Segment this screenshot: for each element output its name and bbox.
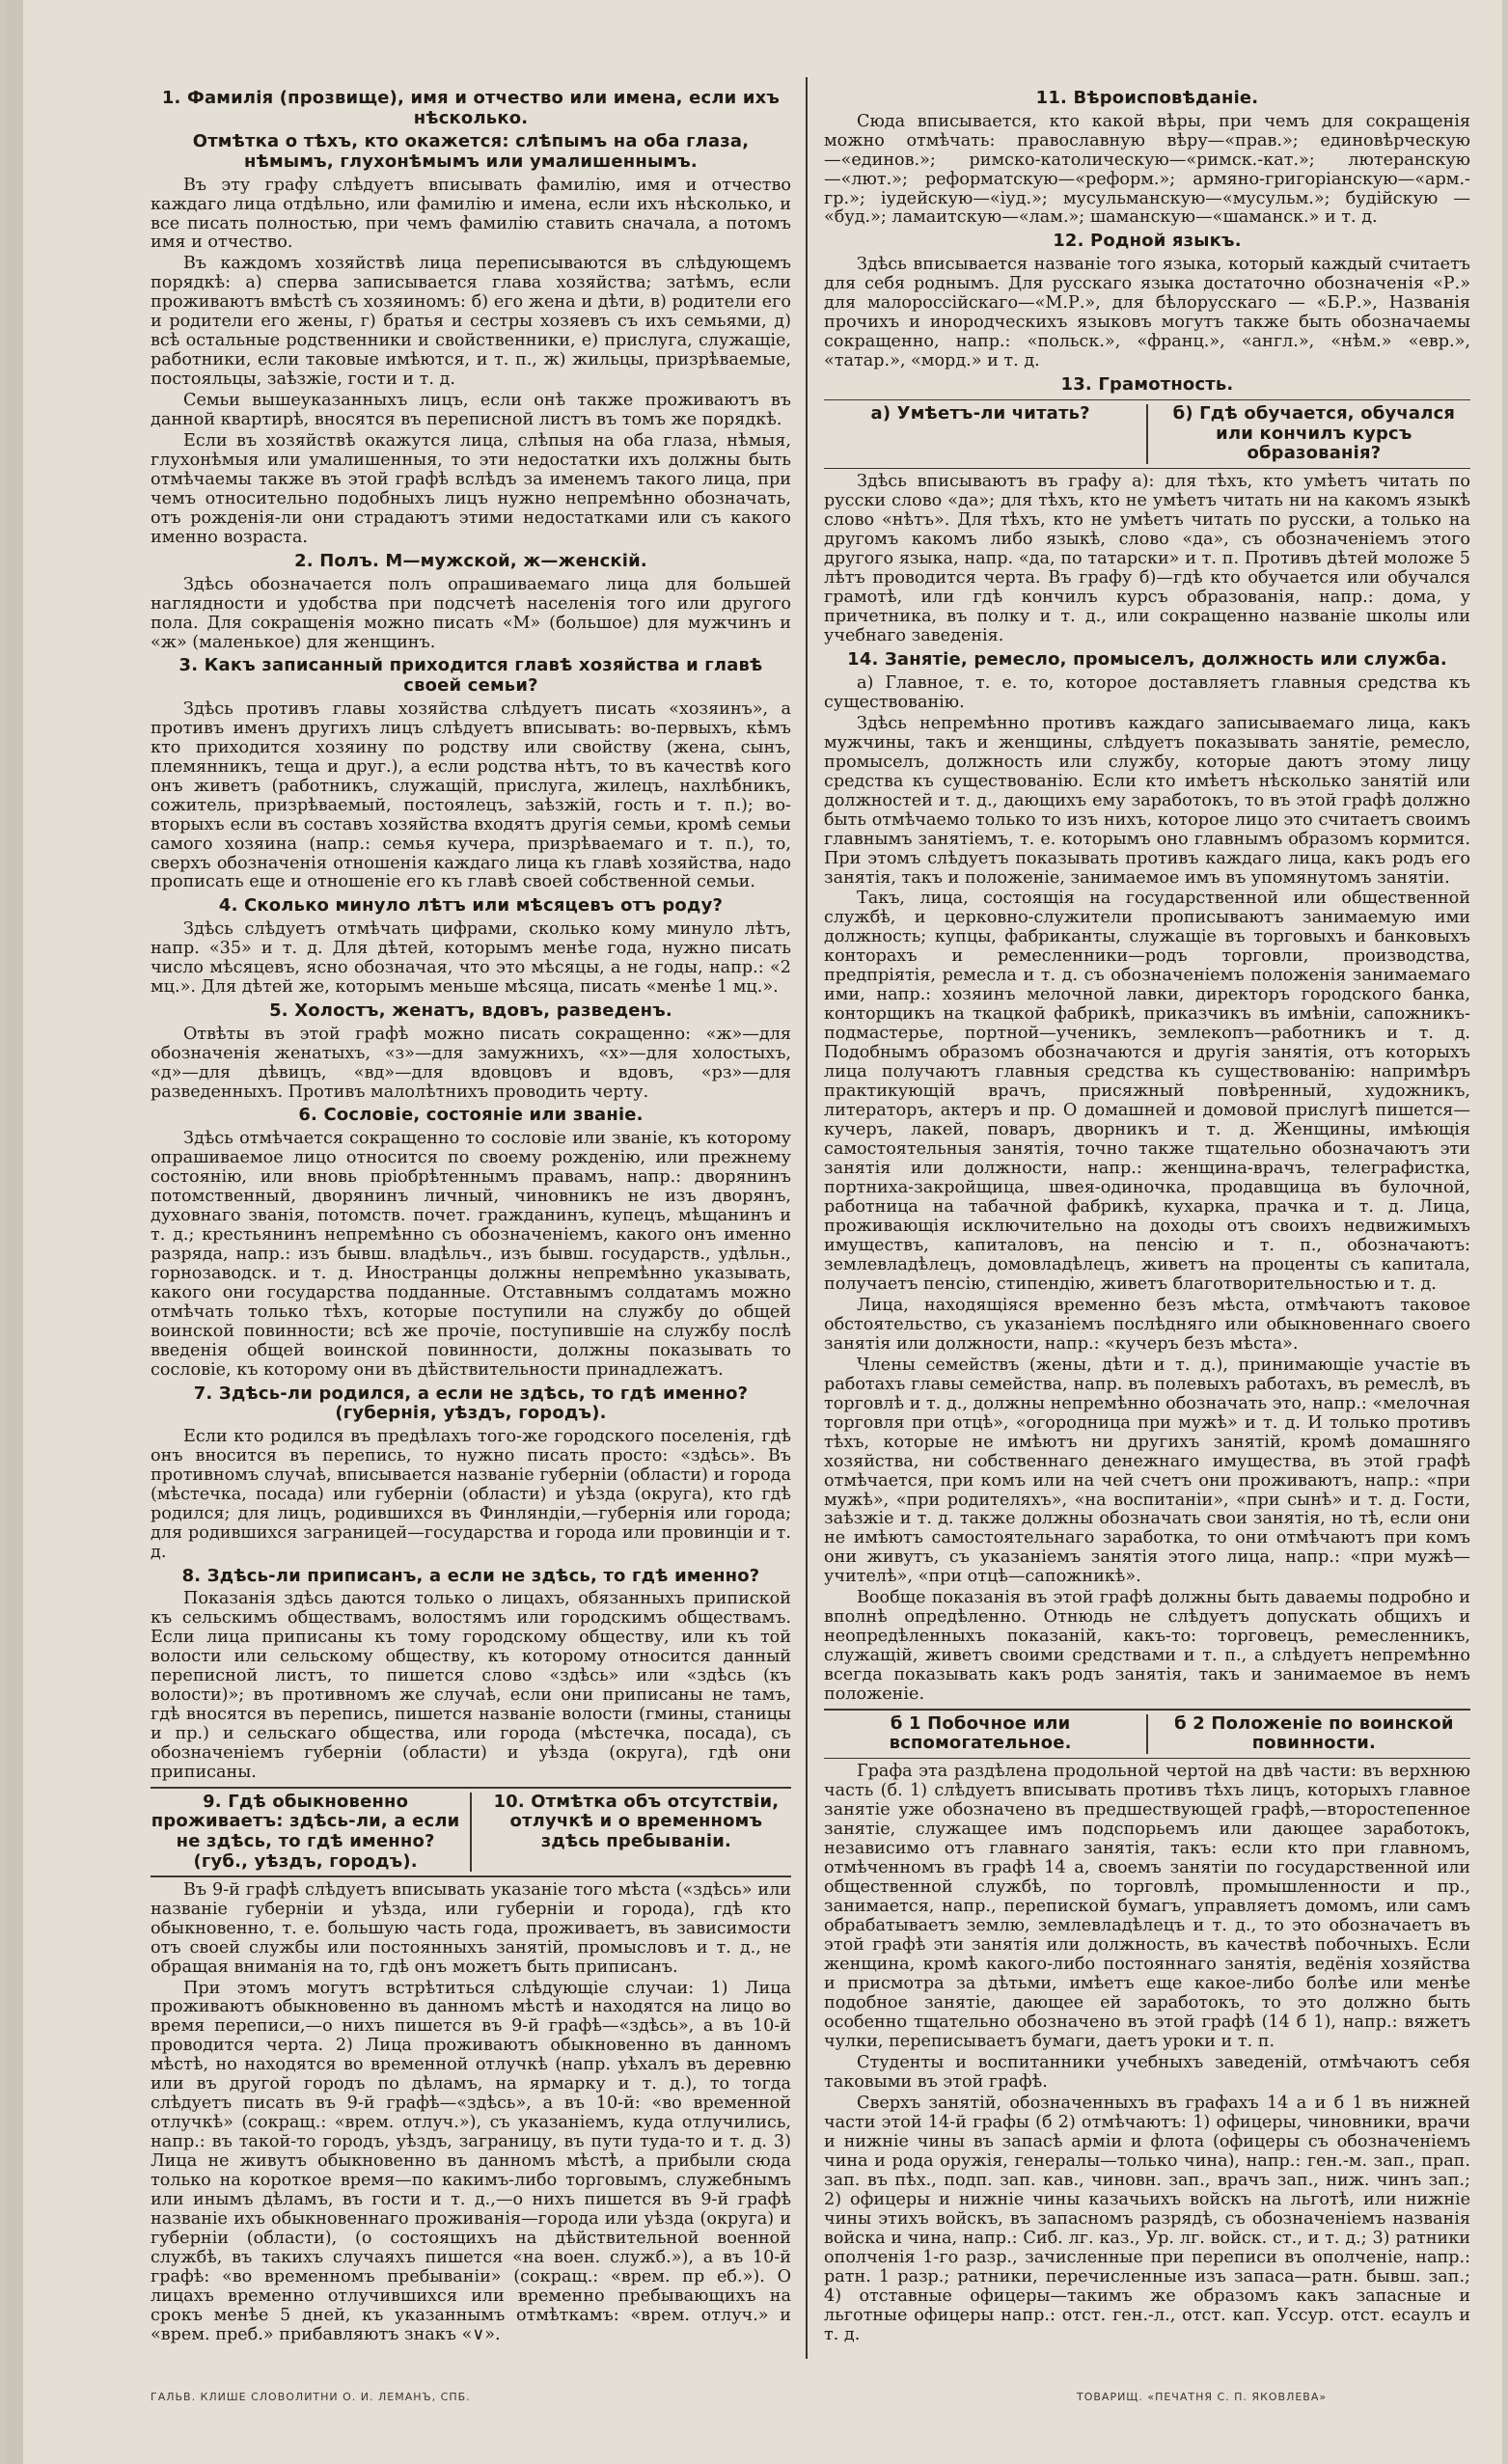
printer-credit-left: ГАЛЬВ. КЛИШЕ СЛОВОЛИТНИ О. И. ЛЕМАНЪ, СПБ. — [151, 2391, 471, 2403]
paragraph: Въ эту графу слѣдуетъ вписывать фамилію, имя и отчество каждаго лица отдѣльно, или фамилію и имена, если ихъ нѣсколько, и все писать полностью, при чемъ фамилію ставить сначала, а потомъ имя и отчество. — [151, 175, 791, 253]
paragraph: Семьи вышеуказанныхъ лицъ, если онѣ также проживаютъ въ данной квартирѣ, вносятся въ переписной листъ въ томъ же порядкѣ. — [151, 391, 791, 430]
paragraph: Сверхъ занятій, обозначенныхъ въ графахъ 14 а и б 1 въ нижней части этой 14-й графы (б 2) отмѣчаютъ: 1) офицеры, чиновники, врачи и нижніе чины въ запасѣ арміи и флота (офицеры съ обозначеніемъ чина и рода оружія, генералы—только чина), напр.: ген.-м. зап., прап. зап. въ пѣх., подп. зап. кав., чиновн. зап., врачъ зап., ниж. чинъ зап.; 2) офицеры и нижніе чины казачьихъ войскъ на льготѣ, или нижніе чины этихъ войскъ, въ запасномъ разрядѣ, съ обозначеніемъ названія войска и чина, напр.: Сиб. лг. каз., Ур. лг. войск. ст., и т. д.; 3) ратники ополченія 1-го разр., зачисленные при переписи въ ополченіе, напр.: ратн. 1 разр.; ратники, перечисленные изъ запаса—ратн. бывш. зап.; 4) отставные офицеры—такимъ же образомъ какъ запасные и льготные офицеры напр.: отст. ген.-л., отст. кап. Уссур. отст. есаулъ и т. д. — [824, 2093, 1470, 2344]
section-heading: 1. Фамилія (прозвище), имя и отчество или имена, если ихъ нѣсколько. — [161, 88, 781, 128]
census-instruction-sheet — [6, 0, 1502, 2464]
split-divider — [1146, 404, 1148, 464]
split-heading — [151, 1793, 791, 1873]
left-column — [151, 85, 791, 2347]
section-heading: 12. Родной языкъ. — [1053, 231, 1242, 252]
rule — [824, 468, 1470, 470]
paragraph: Члены семействъ (жены, дѣти и т. д.), принимающіе участіе въ работахъ главы семейства, напр. въ полевыхъ работахъ, въ ремеслѣ, въ торговлѣ и т. д., должны непремѣнно обозначать это, напр.: «мелочная торговля при отцѣ», «огородница при мужѣ» и т. д. И только противъ тѣхъ, которые не имѣютъ ни другихъ занятій, кромѣ домашняго хозяйства, ни собственнаго денежнаго имущества, въ этой графѣ отмѣчается, при комъ или на чей счетъ они проживаютъ, напр.: «при мужѣ», «при родителяхъ», «на воспитаніи», «при сынѣ» и т. д. Гости, заѣзжіе и т. д. также должны обозначать свои занятія, но тѣ, если они не имѣютъ самостоятельнаго заработка, то они отмѣчаютъ при комъ они живутъ, съ указаніемъ занятія этого лица, напр.: «при мужѣ—учителѣ», «при отцѣ—сапожникѣ». — [824, 1355, 1470, 1587]
section-heading: 8. Здѣсь-ли приписанъ, а если не здѣсь, то гдѣ именно? — [181, 1565, 760, 1586]
rule — [151, 1875, 791, 1877]
split-divider — [1146, 1714, 1148, 1754]
right-column — [824, 85, 1470, 2347]
paragraph: Показанія здѣсь даются только о лицахъ, обязанныхъ припиской къ сельскимъ обществамъ, волостямъ или городскимъ обществамъ. Если лица приписаны къ тому городскому обществу, или къ той волости или сельскому обществу, къ которому относится данный переписной листъ, то пишется слово «здѣсь» или «здѣсь (къ волости)»; въ противномъ же случаѣ, если они приписаны не тамъ, гдѣ вносятся въ перепись, пишется названіе волости (гмины, станицы и пр.) и сельскаго общества, или города (мѣстечка, посада), съ обозначеніемъ губерніи (области) и уѣзда (округа), гдѣ они приписаны. — [151, 1589, 791, 1783]
paragraph: Если кто родился въ предѣлахъ того-же городского поселенія, гдѣ онъ вносится въ перепись, то нужно писать просто: «здѣсь». Въ противномъ случаѣ, вписывается названіе губерніи (области) и города (мѣстечка, посада) или губерніи (области) и уѣзда (округа), кто гдѣ родился; для лицъ, родившихся въ Финляндіи,—губернія или города; для родившихся заграницей—государства и города или провинціи и т. д. — [151, 1427, 791, 1562]
split-heading — [824, 404, 1470, 464]
paragraph: Здѣсь обозначается полъ опрашиваемаго лица для большей наглядности и удобства при подсчетѣ населенія того или другого пола. Для сокращенія можно писать «М» (большое) для мужчинъ и «ж» (маленькое) для женщинъ. — [151, 574, 791, 652]
rule — [151, 1787, 791, 1789]
paragraph: Если въ хозяйствѣ окажутся лица, слѣпыя на оба глаза, нѣмыя, глухонѣмыя или умалишенныя, то эти недостатки ихъ должны быть отмѣчаемы также въ этой графѣ вслѣдъ за именемъ такого лица, при чемъ относительно подобныхъ лицъ нужно непремѣнно обозначать, отъ рожденія-ли они страдаютъ этими недостатками или съ какого именно возраста. — [151, 431, 791, 547]
split-heading-right: 10. Отмѣтка объ отсутствіи, отлучкѣ и о временномъ здѣсь пребываніи. — [493, 1791, 780, 1851]
paragraph: Студенты и воспитанники учебныхъ заведеній, отмѣчаютъ себя таковыми въ этой графѣ. — [824, 2052, 1470, 2092]
paragraph: Сюда вписывается, кто какой вѣры, при чемъ для сокращенія можно отмѣчать: православную вѣру—«прав.»; единовѣрческую—«единов.»; римско-католическую—«римск.-кат.»; лютеранскую—«лют.»; реформатскую—«реформ.»; армяно-григоріанскую—«арм.-гр.»; іудейскую—«іуд.»; мусульманскую—«мусульм.»; будійскую — «буд.»; ламаитскую—«лам.»; шаманскую—«шаманск.» и т. д. — [824, 111, 1470, 228]
page-edge — [6, 0, 23, 2464]
split-heading — [824, 1714, 1470, 1754]
split-divider — [470, 1793, 472, 1873]
paragraph: Здѣсь непремѣнно противъ каждаго записываемаго лица, какъ мужчины, такъ и женщины, слѣдуетъ показывать занятіе, ремесло, промыселъ, должность или службу, которые даютъ этому лицу средства къ существованію. Если кто имѣетъ нѣсколько занятій или должностей и т. д., дающихъ ему заработокъ, то въ этой графѣ должно быть отмѣчаемо только то изъ нихъ, которое лицо это считаетъ своимъ главнымъ занятіемъ, т. е. которымъ оно главнымъ образомъ кормится. При этомъ слѣдуетъ показывать противъ каждаго лица, какъ родъ его занятія, такъ и положеніе, занимаемое имъ въ упомянутомъ занятіи. — [824, 713, 1470, 888]
section-heading: 2. Полъ. М—мужской, ж—женскій. — [294, 550, 647, 571]
rule — [824, 1758, 1470, 1760]
section-heading: 3. Какъ записанный приходится главѣ хозяйства и главѣ своей семьи? — [178, 655, 763, 697]
section-heading: 4. Сколько минуло лѣтъ или мѣсяцевъ отъ роду? — [218, 895, 724, 917]
paragraph: Здѣсь отмѣчается сокращенно то сословіе или званіе, къ которому опрашиваемое лицо относится по своему рожденію, или прежнему состоянію, или вновь пріобрѣтеннымъ правамъ, напр.: дворянинъ потомственный, дворянинъ личный, чиновникъ не изъ дворянъ, духовнаго званія, потомств. почет. гражданинъ, купецъ, мѣщанинъ и т. д.; крестьянинъ непремѣнно съ обозначеніемъ, какого онъ именно разряда, напр.: изъ бывш. владѣльч., изъ бывш. государств., удѣльн., горнозаводск. и т. д. Иностранцы должны непремѣнно указывать, какого они государства подданные. Отставнымъ солдатамъ можно отмѣчать только тѣхъ, которые поступили на службу до общей воинской повинности; всѣ же прочіе, поступившіе на службу послѣ введенія общей воинской повинности, должны показывать то сословіе, къ которому они въ дѣйствительности принадлежатъ. — [151, 1129, 791, 1380]
section-heading: 11. Вѣроисповѣданіе. — [1035, 88, 1259, 108]
paragraph: Здѣсь слѣдуетъ отмѣчать цифрами, сколько кому минуло лѣтъ, напр. «35» и т. д. Для дѣтей, которымъ менѣе года, нужно писать число мѣсяцевъ, ясно обозначая, что это мѣсяцы, а не годы, напр.: «2 мц.». Для дѣтей же, которымъ меньше мѣсяца, писать «менѣе 1 мц.». — [151, 919, 791, 997]
split-heading-right: б) Гдѣ обучается, обучался или кончилъ курсъ образованія? — [1172, 403, 1456, 464]
section-heading: 5. Холостъ, женатъ, вдовъ, разведенъ. — [269, 999, 672, 1021]
split-heading-right: б 2 Положеніе по воинской повинности. — [1174, 1712, 1454, 1754]
paragraph: Здѣсь противъ главы хозяйства слѣдуетъ писать «хозяинъ», а противъ именъ другихъ лицъ слѣдуетъ вписывать: во-первыхъ, кѣмъ кто приходится хозяину по родству или свойству (жена, сынъ, племянникъ, теща и друг.), а если родства нѣтъ, то въ качествѣ кого онъ живетъ (работникъ, служащій, прислуга, жилецъ, нахлѣбникъ, сожитель, призрѣваемый, постоялецъ, заѣзжій, гость и т. п.); во-вторыхъ если въ составъ хозяйства входятъ другія семьи, кромѣ семьи самого хозяина (напр.: семья кучера, призрѣваемаго и т. п.), то, сверхъ обозначенія отношенія каждаго лица къ главѣ хозяйства, надо прописать еще и отношеніе его къ главѣ своей собственной семьи. — [151, 698, 791, 892]
paragraph: Такъ, лица, состоящія на государственной или общественной службѣ, и церковно-служители прописываютъ занимаемую ими должность; купцы, фабриканты, служащіе въ торговыхъ и банковыхъ конторахъ и ремесленники—родъ торговли, производства, предпріятія, ремесла и т. д. съ обозначеніемъ положенія занимаемаго ими, напр.: хозяинъ мелочной лавки, директоръ городского банка, конторщикъ на ткацкой фабрикѣ, приказчикъ въ имѣніи, сапожникъ-подмастерье, портной—ученикъ, землекопъ—работникъ и т. д. Подобнымъ образомъ обозначаются и другія занятія, отъ которыхъ лица получаютъ главныя средства къ существованію: напримѣръ практикующій врачъ, присяжный повѣренный, художникъ, литераторъ, актеръ и пр. О домашней и домовой прислугѣ пишется—кучеръ, лакей, поваръ, дворникъ и т. д. Женщины, имѣющія самостоятельныя занятія, точно также тщательно обозначаютъ эти занятія или должности, напр.: женщина-врачъ, телеграфистка, портниха-закройщица, швея-одиночка, продавщица въ булочной, работница на табачной фабрикѣ, кухарка, прачка и т. д. Лица, проживающія исключительно на доходы отъ своихъ недвижимыхъ имуществъ, капиталовъ, на пенсію и т. п., обозначаютъ: землевладѣлецъ, домовладѣлецъ, живетъ на проценты съ капитала, получаетъ пенсію, стипендію, живетъ благотворительностью и т. д. — [824, 889, 1470, 1294]
paragraph: Здѣсь вписываютъ въ графу а): для тѣхъ, кто умѣетъ читать по русски слово «да»; для тѣхъ, кто не умѣетъ читать ни на какомъ языкѣ слово «нѣтъ». Для тѣхъ, кто не умѣетъ читать по русски, а только на другомъ какомъ либо языкѣ, слово «да», съ обозначеніемъ этого другого языка, напр. «да, по татарски» и т. п. Противъ дѣтей моложе 5 лѣтъ проводится черта. Въ графу б)—гдѣ кто обучается или обучался грамотѣ, или гдѣ кончилъ курсъ образованія, напр.: дома, у причетника, въ полку и т. д., или сокращенно названіе школы или учебнаго заведенія. — [824, 472, 1470, 646]
rule — [824, 1709, 1470, 1711]
printer-credit-right: ТОВАРИЩ. «ПЕЧАТНЯ С. П. ЯКОВЛЕВА» — [1077, 2391, 1328, 2403]
paragraph: Отвѣты въ этой графѣ можно писать сокращенно: «ж»—для обозначенія женатыхъ, «з»—для замужнихъ, «х»—для холостыхъ, «д»—для дѣвицъ, «вд»—для вдовцовъ и вдовъ, «рз»—для разведенныхъ. Противъ малолѣтнихъ проводить черту. — [151, 1024, 791, 1102]
split-heading-left: б 1 Побочное или вспомогательное. — [889, 1712, 1072, 1754]
column-divider — [806, 77, 808, 2359]
paragraph: Лица, находящіяся временно безъ мѣста, отмѣчаютъ таковое обстоятельство, съ указаніемъ послѣдняго или обыкновеннаго своего занятія или должности, напр.: «кучеръ безъ мѣста». — [824, 1295, 1470, 1354]
section-heading: 14. Занятіе, ремесло, промыселъ, должность или служба. — [847, 649, 1447, 671]
section-heading: 6. Сословіе, состояніе или званіе. — [298, 1105, 644, 1126]
section-heading: 7. Здѣсь-ли родился, а если не здѣсь, то гдѣ именно? (губернія, уѣздъ, городъ). — [193, 1383, 749, 1424]
paragraph: Графа эта раздѣлена продольной чертой на двѣ части: въ верхнюю часть (б. 1) слѣдуетъ вписывать противъ тѣхъ лицъ, которыхъ главное занятіе уже обозначено въ предшествующей графѣ,—второстепенное занятіе, служащее имъ подспорьемъ или дающее заработокъ, независимо отъ главнаго занятія, такъ: если кто при главномъ, отмѣченномъ въ графѣ 14 а, своемъ занятіи по государственной или общественной службѣ, по торговлѣ, промышленности и пр., занимается, напр., перепиской бумагъ, управляетъ домомъ, или самъ обрабатываетъ землю, землевладѣлецъ и т. д., то это обозначаетъ въ этой графѣ эти занятія или должность, въ качествѣ побочныхъ. Если женщина, кромѣ какого-либо постояннаго занятія, ведёнія хозяйства и присмотра за дѣтьми, имѣетъ еще какое-либо болѣе или менѣе подобное занятіе, дающее ей заработокъ, то это должно быть особенно тщательно обозначено въ этой графѣ (14 б 1), напр.: вяжетъ чулки, переписываетъ бумаги, даетъ уроки и т. п. — [824, 1762, 1470, 2052]
paragraph: При этомъ могутъ встрѣтиться слѣдующіе случаи: 1) Лица проживаютъ обыкновенно въ данномъ мѣстѣ и находятся на лицо во время переписи,—о нихъ пишется въ 9-й графѣ—«здѣсь», а въ 10-й проводится черта. 2) Лица проживаютъ обыкновенно въ данномъ мѣстѣ, но находятся во временной отлучкѣ (напр. уѣхалъ въ деревню или въ другой городъ по дѣламъ, на ярмарку и т. д.), то тогда слѣдуетъ писать въ 9-й графѣ—«здѣсь», а въ 10-й: «во временной отлучкѣ» (сокращ.: «врем. отлуч.»), съ указаніемъ, куда отлучились, напр.: въ такой-то городъ, уѣздъ, заграницу, въ пути туда-то и т. д. 3) Лица не живутъ обыкновенно въ данномъ мѣстѣ, а прибыли сюда только на короткое время—по какимъ-либо торговымъ, служебнымъ или инымъ дѣламъ, въ гости и т. д.,—о нихъ пишется въ 9-й графѣ названіе ихъ обыкновеннаго проживанія—города или уѣзда (округа) и губерніи (области), (о состоящихъ на дѣйствительной военной службѣ, въ такихъ случаяхъ пишется «на воен. служб.»), а въ 10-й графѣ: «во временномъ пребываніи» (сокращ.: «врем. пр еб.»). О лицахъ временно отлучившихся или временно пребывающихъ на срокъ менѣе 5 дней, къ указаннымъ отмѣткамъ: «врем. отлуч.» и «врем. преб.» прибавляютъ знакъ «∨». — [151, 1978, 791, 2344]
split-heading-left: а) Умѣетъ-ли читать? — [870, 403, 1090, 424]
section-heading: Отмѣтка о тѣхъ, кто окажется: слѣпымъ на оба глаза, нѣмымъ, глухонѣмымъ или умалишеннымъ. — [192, 131, 750, 172]
paragraph: а) Главное, т. е. то, которое доставляетъ главныя средства къ существованію. — [824, 672, 1470, 712]
paragraph: Здѣсь вписывается названіе того языка, который каждый считаетъ для себя роднымъ. Для русскаго языка достаточно обозначенія «Р.» для малороссійскаго—«М.Р.», для бѣлорусскаго — «Б.Р.», Названія прочихъ и инородческихъ языковъ могутъ также быть обозначаемы сокращенно, напр.: «польск.», «франц.», «англ.», «нѣм.» «евр.», «татар.», «морд.» и т. д. — [824, 255, 1470, 370]
paragraph: Въ 9-й графѣ слѣдуетъ вписывать указаніе того мѣста («здѣсь» или названіе губерніи и уѣзда, или губерніи и города), гдѣ кто обыкновенно, т. е. большую часть года, проживаетъ, въ зависимости отъ своей службы или постоянныхъ занятій, промысловъ и т. д., не обращая вниманія на то, гдѣ онъ можетъ быть приписанъ. — [151, 1879, 791, 1977]
split-heading-left: 9. Гдѣ обыкновенно проживаетъ: здѣсь-ли, а если не здѣсь, то гдѣ именно? (губ., уѣздъ, городъ). — [151, 1791, 460, 1872]
rule — [824, 399, 1470, 401]
section-heading: 13. Грамотность. — [1060, 373, 1234, 395]
paragraph: Вообще показанія въ этой графѣ должны быть даваемы подробно и вполнѣ опредѣленно. Отнюдь не слѣдуетъ допускать общихъ и неопредѣленныхъ показаній, какъ-то: торговецъ, ремесленникъ, служащій, живетъ своими средствами и т. п., а слѣдуетъ непремѣнно всегда показывать какъ родъ занятія, такъ и занимаемое въ немъ положеніе. — [824, 1588, 1470, 1705]
paragraph: Въ каждомъ хозяйствѣ лица переписываются въ слѣдующемъ порядкѣ: а) сперва записывается глава хозяйства; затѣмъ, если проживаютъ вмѣстѣ съ хозяиномъ: б) его жена и дѣти, в) родители его и родители его жены, г) братья и сестры хозяевъ съ ихъ семьями, д) всѣ остальные родственники и свойственники, е) прислуга, служащіе, работники, если таковые имѣются, и т. п., ж) жильцы, призрѣваемые, постояльцы, заѣзжіе, гости и т. д. — [151, 254, 791, 390]
